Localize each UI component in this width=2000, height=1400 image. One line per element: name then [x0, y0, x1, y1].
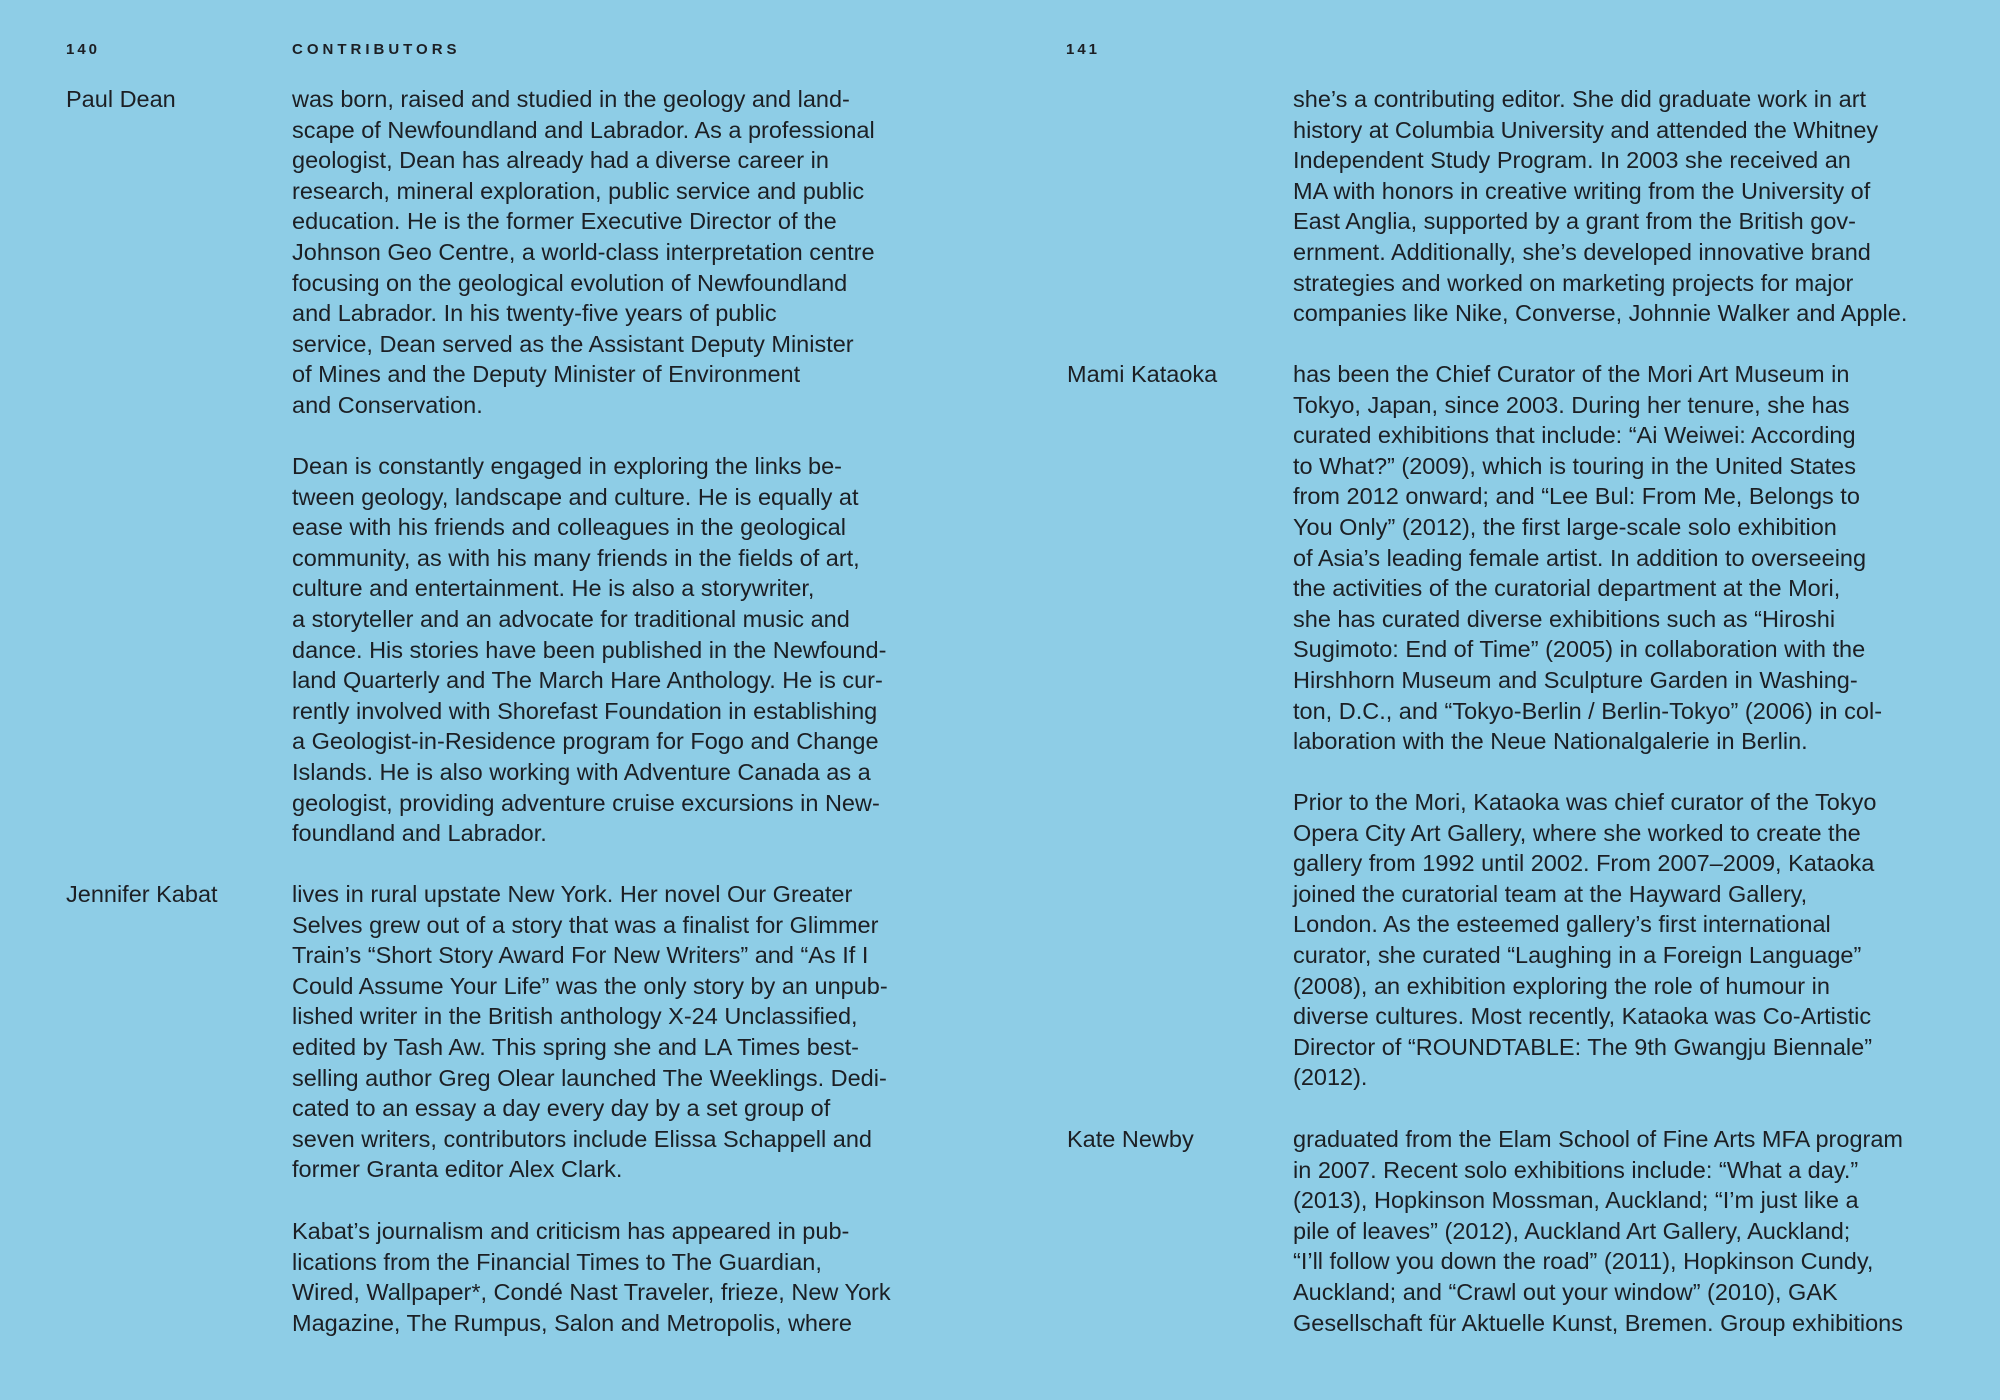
text-line: land Quarterly and The March Hare Anthology. He is cur- [292, 667, 883, 694]
running-head: CONTRIBUTORS [292, 41, 461, 58]
text-line: East Anglia, supported by a grant from the British gov- [1293, 208, 1856, 235]
text-line: she has curated diverse exhibitions such as “Hiroshi [1293, 605, 1836, 632]
text-line: selling author Greg Olear launched The Weeklings. Dedi- [292, 1064, 887, 1091]
text-line: laboration with the Neue Nationalgalerie in Berlin. [1293, 728, 1808, 755]
text-line: the activities of the curatorial department at the Mori, [1293, 575, 1841, 602]
text-line: Auckland; and “Crawl out your window” (2010), GAK [1293, 1278, 1838, 1305]
right-page [1000, 0, 2000, 1400]
text-line: to What?” (2009), which is touring in the United States [1293, 452, 1856, 479]
text-line: curated exhibitions that include: “Ai Weiwei: According [1293, 422, 1856, 449]
text-line: geologist, Dean has already had a diverse career in [292, 147, 829, 174]
text-line: research, mineral exploration, public service and public [292, 177, 865, 204]
text-line: has been the Chief Curator of the Mori Art Museum in [1293, 361, 1850, 387]
text-line: MA with honors in creative writing from the University of [1293, 177, 1871, 204]
contributor-name-paul-dean: Paul Dean [66, 86, 176, 112]
text-line: ton, D.C., and “Tokyo-Berlin / Berlin-Tokyo” (2006) in col- [1293, 697, 1883, 724]
page-number-left: 140 [66, 41, 101, 58]
contributor-name-kate-newby: Kate Newby [1067, 1126, 1194, 1152]
contributor-name-mami-kataoka: Mami Kataoka [1067, 361, 1218, 387]
text-line: gallery from 1992 until 2002. From 2007–2009, Kataoka [1293, 850, 1875, 877]
bio-paragraph [1293, 787, 1876, 1093]
text-line: Could Assume Your Life” was the only story by an unpub- [292, 972, 888, 999]
text-line: a Geologist-in-Residence program for Fogo and Change [292, 728, 879, 755]
text-line: strategies and worked on marketing projects for major [1293, 269, 1854, 296]
text-line: Hirshhorn Museum and Sculpture Garden in Washing- [1293, 666, 1858, 693]
text-line: seven writers, contributors include Elissa Schappell and [292, 1125, 872, 1152]
text-line: Director of “ROUNDTABLE: The 9th Gwangju Biennale” [1293, 1033, 1873, 1060]
text-line: Train’s “Short Story Award For New Writers” and “As If I [292, 942, 869, 969]
bio-paragraph [292, 451, 886, 849]
text-line: cated to an essay a day every day by a set group of [292, 1095, 831, 1122]
text-line: ernment. Additionally, she’s developed innovative brand [1293, 238, 1871, 265]
text-line: pile of leaves” (2012), Auckland Art Gallery, Auckland; [1293, 1217, 1851, 1244]
contributor-name-jennifer-kabat: Jennifer Kabat [66, 881, 218, 907]
text-line: (2012). [1293, 1064, 1368, 1091]
bio-paragraph [292, 84, 875, 421]
text-line: service, Dean served as the Assistant Deputy Minister [292, 330, 854, 357]
text-line: lished writer in the British anthology X-24 Unclassified, [292, 1003, 858, 1030]
text-line: Kabat’s journalism and criticism has appeared in pub- [292, 1218, 850, 1244]
text-line: Magazine, The Rumpus, Salon and Metropolis, where [292, 1309, 852, 1336]
bio-continuation [1293, 84, 1907, 329]
text-line: lives in rural upstate New York. Her novel Our Greater [292, 881, 853, 907]
text-line: London. As the esteemed gallery’s first international [1293, 911, 1831, 938]
text-line: tween geology, landscape and culture. He is equally at [292, 483, 859, 510]
text-line: lications from the Financial Times to The Guardian, [292, 1248, 822, 1275]
text-line: from 2012 onward; and “Lee Bul: From Me, Belongs to [1293, 483, 1860, 510]
text-line: diverse cultures. Most recently, Kataoka was Co-Artistic [1293, 1003, 1872, 1030]
text-line: culture and entertainment. He is also a storywriter, [292, 575, 815, 602]
text-line: of Asia’s leading female artist. In addition to overseeing [1293, 544, 1867, 571]
text-line: Gesellschaft für Aktuelle Kunst, Bremen. Group exhibitions [1293, 1309, 1904, 1336]
text-line: graduated from the Elam School of Fine Arts MFA program [1293, 1126, 1903, 1152]
text-line: rently involved with Shorefast Foundation in establishing [292, 697, 878, 724]
text-line: companies like Nike, Converse, Johnnie Walker and Apple. [1293, 300, 1908, 327]
text-line: Opera City Art Gallery, where she worked to create the [1293, 819, 1861, 846]
text-line: and Labrador. In his twenty-five years of public [292, 300, 777, 327]
text-line: in 2007. Recent solo exhibitions include: “What a day.” [1293, 1156, 1859, 1183]
text-line: curator, she curated “Laughing in a Foreign Language” [1293, 941, 1862, 968]
text-line: Wired, Wallpaper*, Condé Nast Traveler, frieze, New York [292, 1279, 891, 1306]
text-line: of Mines and the Deputy Minister of Environment [292, 361, 801, 388]
text-line: community, as with his many friends in the fields of art, [292, 544, 860, 571]
text-line: a storyteller and an advocate for traditional music and [292, 605, 850, 632]
text-line: ease with his friends and colleagues in the geological [292, 514, 846, 541]
text-line: geologist, providing adventure cruise excursions in New- [292, 789, 880, 816]
text-line: dance. His stories have been published in the Newfound- [292, 636, 887, 663]
text-line: foundland and Labrador. [292, 820, 547, 847]
text-line: Prior to the Mori, Kataoka was chief curator of the Tokyo [1293, 789, 1877, 815]
text-line: Tokyo, Japan, since 2003. During her tenure, she has [1293, 391, 1850, 418]
text-line: You Only” (2012), the first large-scale solo exhibition [1293, 513, 1837, 540]
text-line: history at Columbia University and attended the Whitney [1293, 116, 1879, 143]
text-line: “I’ll follow you down the road” (2011), Hopkinson Cundy, [1293, 1248, 1874, 1275]
text-line: she’s a contributing editor. She did graduate work in art [1293, 86, 1867, 112]
text-line: Islands. He is also working with Adventure Canada as a [292, 758, 871, 785]
page-number-right: 141 [1066, 41, 1101, 58]
text-line: scape of Newfoundland and Labrador. As a professional [292, 116, 875, 143]
text-line: (2013), Hopkinson Mossman, Auckland; “I’m just like a [1293, 1187, 1859, 1214]
text-line: former Granta editor Alex Clark. [292, 1156, 623, 1183]
bio-paragraph [292, 879, 888, 1185]
text-line: (2008), an exhibition exploring the role of humour in [1293, 972, 1830, 999]
text-line: joined the curatorial team at the Hayward Gallery, [1293, 880, 1808, 907]
bio-paragraph [1293, 1124, 1903, 1338]
bio-paragraph [1293, 359, 1882, 757]
text-line: Johnson Geo Centre, a world-class interpretation centre [292, 238, 875, 265]
text-line: Dean is constantly engaged in exploring the links be- [292, 453, 842, 479]
text-line: and Conservation. [292, 391, 483, 418]
text-line: was born, raised and studied in the geology and land- [292, 86, 850, 112]
text-line: edited by Tash Aw. This spring she and LA Times best- [292, 1033, 859, 1060]
text-line: Selves grew out of a story that was a finalist for Glimmer [292, 911, 879, 938]
text-line: focusing on the geological evolution of Newfoundland [292, 269, 848, 296]
text-line: education. He is the former Executive Director of the [292, 208, 837, 235]
text-line: Sugimoto: End of Time” (2005) in collaboration with the [1293, 636, 1866, 663]
text-line: Independent Study Program. In 2003 she received an [1293, 147, 1851, 174]
bio-paragraph [292, 1216, 891, 1338]
